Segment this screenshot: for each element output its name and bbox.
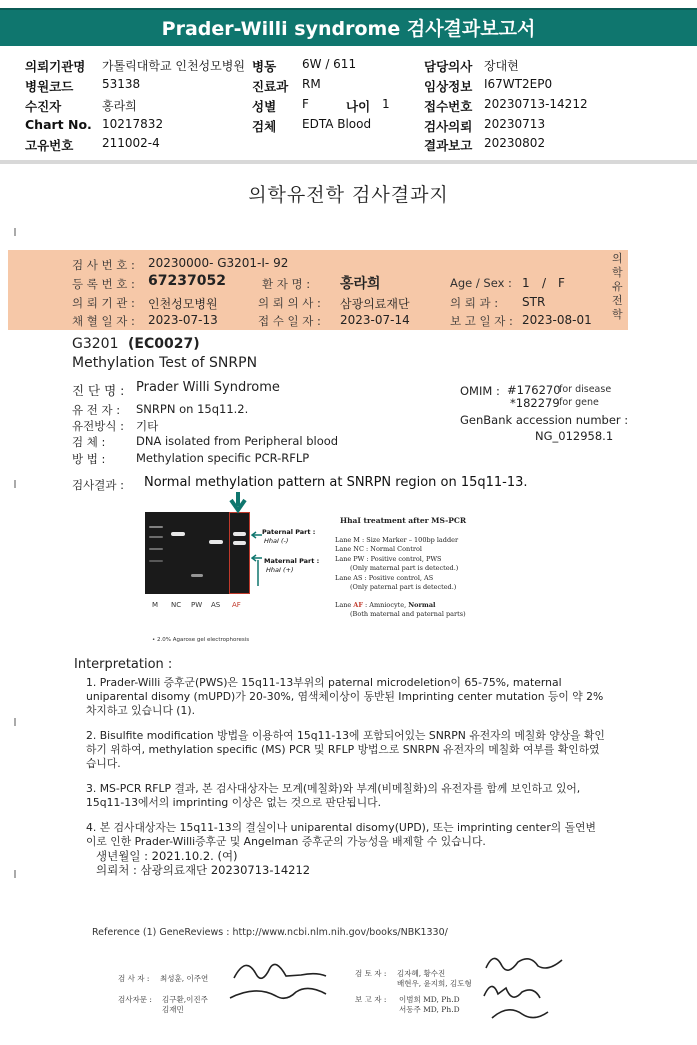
recv-date: 2023-07-14 (340, 313, 410, 327)
maternal-part-sub: HhaI (+) (266, 566, 294, 574)
age-sex-label: Age / Sex : (450, 276, 512, 290)
interpretation-item: 4. 본 검사대상자는 15q11-13의 결실이나 uniparental disomy(UPD), 또는 imprinting center의 돌연변이로 인한 Prader-Willi증후군 및 Angelman 증후군의 가능성을 배제할 수 있습니다. (86, 821, 596, 848)
inheritance: 기타 (136, 419, 159, 433)
reg-no-label: 등 록 번 호 : (72, 277, 135, 291)
label-specimen: 검체 (252, 119, 277, 134)
value-doctor: 장대현 (484, 59, 519, 73)
age-value: 1 (522, 276, 530, 290)
test-name: Methylation Test of SNRPN (72, 355, 258, 371)
label-accession-no: 접수번호 (424, 99, 473, 114)
reviewer-label: 검 토 자 : (355, 969, 387, 978)
left-arrow-icon (251, 528, 263, 588)
label-sex: 성별 (252, 99, 277, 114)
omim-gene: *182279 (510, 396, 560, 410)
lane-label: AF (232, 601, 241, 609)
method: Methylation specific PCR-RFLP (136, 451, 310, 465)
reviewer-2: 배현우, 윤지희, 김도형 (397, 979, 472, 988)
label-chart-no: Chart No. (25, 117, 92, 132)
legend-line-af: Lane AF : Amniocyte, Normal (335, 601, 436, 609)
value-department: RM (302, 77, 321, 91)
specimen-label: 검 체 : (72, 435, 106, 449)
legend-line: Lane NC : Normal Control (335, 545, 422, 553)
inheritance-label: 유전방식 : (72, 419, 124, 433)
gene: SNRPN on 15q11.2. (136, 402, 249, 416)
dept-value: STR (522, 295, 546, 309)
label-ward: 병동 (252, 59, 277, 74)
advisor-2: 김재민 (162, 1005, 184, 1014)
method-label: 방 법 : (72, 452, 106, 466)
label-department: 진료과 (252, 79, 289, 94)
genbank-label: GenBank accession number : (460, 413, 629, 427)
value-chart-no: 10217832 (102, 117, 164, 131)
legend-line: (Both maternal and paternal parts) (350, 610, 466, 618)
value-clinical-info: I67WT2EP0 (484, 77, 553, 91)
interpretation-title: Interpretation : (74, 657, 173, 672)
test-code-secondary: (EC0027) (128, 336, 200, 352)
lane-label: M (152, 601, 159, 609)
margin-mark (14, 718, 16, 726)
label-patient: 수진자 (25, 99, 62, 114)
label-request-date: 검사의뢰 (424, 119, 473, 134)
legend-line: Lane M : Size Marker – 100bp ladder (335, 536, 459, 544)
gene-label: 유 전 자 : (72, 403, 121, 417)
lane-label: NC (171, 601, 182, 609)
omim-gene-note: for gene (559, 397, 599, 408)
interpretation-body (86, 676, 606, 849)
label-requesting-institution: 의뢰기관명 (25, 59, 86, 74)
sex-value: F (558, 276, 565, 290)
diagnosis: Prader Willi Syndrome (136, 380, 280, 395)
req-doc: 삼광의료재단 (340, 297, 410, 311)
interpretation-item: 1. Prader-Willi 증후군(PWS)은 15q11-13부위의 paternal microdeletion이 65-75%, maternal uniparental disomy (mUPD)가 20-30%, 염색체이상이 동반된 Imprinting center mutation 등이 약 2% 차지하고 있습니다 (1). (86, 676, 604, 717)
value-age: 1 (382, 97, 390, 111)
omim-disease: #176270 (507, 383, 561, 397)
paternal-part-sub: HhaI (-) (264, 537, 289, 545)
label-clinical-info: 임상정보 (424, 79, 473, 94)
label-hospital-code: 병원코드 (25, 79, 74, 94)
test-code: G3201 (72, 336, 119, 352)
advisor: 김구환,이진주 (162, 995, 208, 1004)
gel-electrophoresis-image (145, 512, 250, 594)
omim-disease-note: for disease (559, 384, 612, 395)
recv-date-label: 접 수 일 자 : (258, 314, 321, 328)
lane-label: PW (191, 601, 203, 609)
value-ward: 6W / 611 (302, 57, 357, 71)
label-result-report: 결과보고 (424, 138, 473, 153)
value-patient: 홍라희 (102, 99, 137, 113)
gel-note-text: 2.0% Agarose gel electrophoresis (157, 637, 250, 643)
interpretation-item: 3. MS-PCR RFLP 결과, 본 검사대상자는 모계(메칠화)와 부계(비메칠화)의 유전자를 함께 보인하고 있어, 15q11-13에서의 imprinting 이상은 없는 것으로 판단됩니다. (86, 782, 581, 809)
label-age: 나이 (346, 99, 371, 114)
req-org-label: 의 뢰 기 관 : (72, 296, 135, 310)
margin-mark (14, 870, 16, 878)
tester: 최성훈, 이주연 (160, 974, 209, 983)
value-unique-no: 211002-4 (102, 136, 160, 150)
genbank-number: NG_012958.1 (535, 429, 614, 443)
value-request-date: 20230713 (484, 117, 546, 131)
value-specimen: EDTA Blood (302, 117, 372, 131)
req-org: 인천성모병원 (148, 297, 218, 311)
report-date: 2023-08-01 (522, 313, 592, 327)
label-unique-no: 고유번호 (25, 138, 74, 153)
down-arrow-icon (226, 492, 250, 514)
draw-date-label: 채 혈 일 자 : (72, 314, 135, 328)
header-divider (0, 160, 697, 164)
reporter-2: 서동주 MD, Ph.D (399, 1005, 460, 1014)
gel-note: • 2.0% Agarose gel electrophoresis (152, 637, 250, 643)
exam-no-label: 검 사 번 호 : (72, 258, 135, 272)
draw-date: 2023-07-13 (148, 313, 218, 327)
exam-no: 20230000- G3201-I- 92 (148, 256, 289, 270)
requester: 의뢰처 : 삼광의료재단 20230713-14212 (96, 863, 311, 877)
side-vertical-text: 의 학 유 전 학 (612, 252, 623, 321)
report-header-title: Prader-Willi syndrome 검사결과보고서 (0, 8, 697, 46)
value-sex: F (302, 97, 309, 111)
reg-no: 67237052 (148, 273, 226, 289)
age-sex-slash: / (542, 276, 547, 290)
specimen: DNA isolated from Peripheral blood (136, 434, 339, 448)
lane-label: AS (211, 601, 221, 609)
value-hospital-code: 53138 (102, 77, 141, 91)
diagnosis-label: 진 단 명 : (72, 383, 125, 398)
value-requesting-institution: 가톨릭대학교 인천성모병원 (102, 59, 245, 73)
maternal-part-title: Maternal Part : (264, 557, 320, 565)
dept-label: 의 뢰 과 : (450, 296, 499, 310)
result-label: 검사결과 : (72, 478, 124, 492)
legend-line: (Only maternal part is detected.) (350, 564, 459, 572)
advisor-label: 검사자문 : (118, 995, 152, 1004)
omim-label: OMIM : (460, 384, 500, 398)
label-doctor: 담당의사 (424, 59, 473, 74)
paternal-part-title: Paternal Part : (262, 528, 316, 536)
result-text: Normal methylation pattern at SNRPN region on 15q11-13. (144, 475, 528, 490)
value-result-report: 20230802 (484, 136, 546, 150)
report-title: 의학유전학 검사결과지 (248, 184, 449, 206)
legend-title: HhaI treatment after MS-PCR (340, 516, 467, 525)
legend-line: (Only paternal part is detected.) (350, 583, 457, 591)
margin-mark (14, 480, 16, 488)
patient-name: 홍라희 (340, 276, 381, 292)
birth-date: 생년월일 : 2021.10.2. (여) (96, 849, 238, 863)
margin-mark (14, 228, 16, 236)
legend-line: Lane PW : Positive control, PWS (335, 555, 442, 563)
reviewer: 김자혜, 황수진 (397, 969, 446, 978)
tester-signature-icon (226, 950, 336, 1010)
req-doc-label: 의 뢰 의 사 : (258, 296, 321, 310)
tester-label: 검 사 자 : (118, 974, 150, 983)
value-accession-no: 20230713-14212 (484, 97, 588, 111)
interpretation-item: 2. Bisulfite modification 방법을 이용하여 15q11-13에 포함되어있는 SNRPN 유전자의 메칠화 양상을 확인하기 위하여, methylation specific (MS) PCR 및 RFLP 방법으로 SNRPN 유전자의 메칠화 여부를 확인하였습니다. (86, 729, 605, 770)
report-date-label: 보 고 일 자 : (450, 314, 513, 328)
reporter-label: 보 고 자 : (355, 995, 387, 1004)
reporter: 이범희 MD, Ph.D (399, 995, 460, 1004)
reference: Reference (1) GeneReviews : http://www.ncbi.nlm.nih.gov/books/NBK1330/ (92, 927, 448, 938)
legend-line: Lane AS : Positive control, AS (335, 574, 434, 582)
reporter-signature-icon (478, 948, 578, 1030)
patient-name-label: 환 자 명 : (262, 277, 311, 291)
